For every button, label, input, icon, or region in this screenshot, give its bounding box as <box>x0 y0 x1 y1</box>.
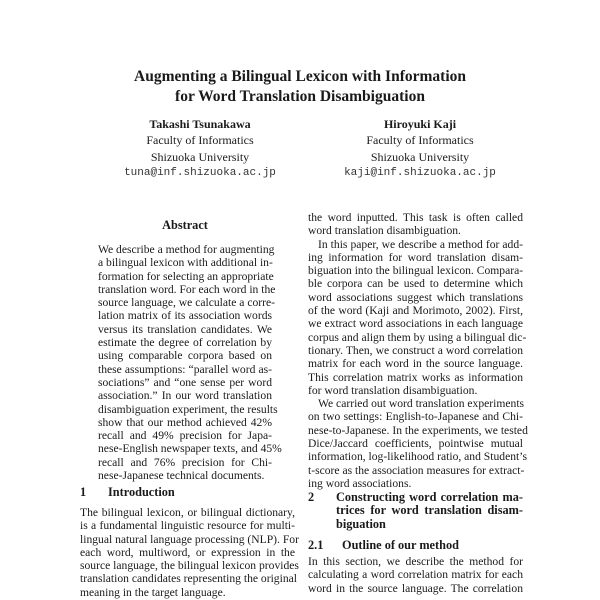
text-line: ing information for word translation disam- <box>308 250 523 264</box>
author-block <box>90 116 310 181</box>
paper-title <box>0 67 600 107</box>
paragraph <box>308 397 528 490</box>
text-line: the word inputted. This task is often called <box>308 211 523 224</box>
section-title: Introduction <box>108 485 175 499</box>
subsection-heading-2-1 <box>308 539 459 552</box>
text-line: In this paper, we describe a method for add- <box>318 237 523 251</box>
author-email[interactable]: tuna@inf.shizuoka.ac.jp <box>124 166 276 179</box>
text-line: recall and 49% precision for Japa- <box>98 429 272 443</box>
author-university: Shizuoka University <box>370 149 470 164</box>
text-line: nese-Japanese technical documents. <box>98 469 265 483</box>
section-title-line: trices for word translation disam- <box>336 503 523 518</box>
text-line: using comparable corpora based on <box>98 349 272 363</box>
text-line: ing word associations. <box>308 476 412 490</box>
text-line: recall and 76% precision for Chi- <box>98 455 272 469</box>
text-line: lation matrix of its association words <box>98 309 272 323</box>
text-line: nese-English newspaper texts, and 45% <box>98 442 282 456</box>
text-line: show that our method achieved 42% <box>98 415 272 429</box>
text-line: tionary. Then, we construct a word correlation <box>308 343 523 357</box>
text-line: lingual natural language processing (NLP). For <box>80 532 299 546</box>
text-line: disambiguation experiment, the results <box>98 402 278 416</box>
text-line: Dice/Jaccard coefficients, pointwise mutual <box>308 437 523 451</box>
text-line: translation candidates representing the original <box>80 572 297 586</box>
author-affiliation: Faculty of Informatics <box>146 133 254 148</box>
text-line: This correlation matrix works as information <box>308 370 523 384</box>
text-line: sociations” and “one sense per word <box>98 375 272 389</box>
text-line: word in the source language. The correlation <box>308 581 523 595</box>
text-line: ble corpora can be used to determine which <box>308 277 523 291</box>
section-number: 2 <box>308 490 315 504</box>
text-line: word associations suggest which translations <box>308 290 523 304</box>
text-line: information, log-likelihood ratio, and Student’s <box>308 450 527 464</box>
text-line: each word, multiword, or expression in the <box>80 545 295 559</box>
text-line: on two settings: English-to-Japanese and Chi- <box>308 410 523 424</box>
author-block <box>310 116 530 181</box>
text-line: versus its translation candidates. We <box>98 322 272 336</box>
introduction-body <box>80 506 299 599</box>
section-heading-introduction <box>80 486 175 499</box>
text-line: source language, the bilingual lexicon provides <box>80 559 299 573</box>
text-line: corpus and align them by using a bilingual dic- <box>308 330 527 344</box>
text-line: matrix for each word in the source language. <box>308 357 523 371</box>
text-line: We describe a method for augmenting <box>98 243 275 256</box>
abstract-heading: Abstract <box>162 218 208 232</box>
author-university: Shizuoka University <box>150 149 250 164</box>
section-number: 2.1 <box>308 538 324 552</box>
text-line: formation for selecting an appropriate <box>98 269 274 283</box>
author-affiliation: Faculty of Informatics <box>366 133 474 148</box>
title-line: Augmenting a Bilingual Lexicon with Information <box>134 68 466 85</box>
author-name: Takashi Tsunakawa <box>149 117 251 131</box>
text-line: We carried out word translation experiments <box>318 397 525 411</box>
text-line: word translation disambiguation. <box>308 224 461 238</box>
author-email[interactable]: kaji@inf.shizuoka.ac.jp <box>344 166 496 179</box>
text-line: source language, we calculate a corre- <box>98 296 276 310</box>
text-line: translation word. For each word in the <box>98 282 276 296</box>
text-line: we extract word associations in each language <box>308 317 523 331</box>
text-line: association.” In our word translation <box>98 389 272 403</box>
text-line: is a fundamental linguistic resource for multi- <box>80 519 295 533</box>
section-number: 1 <box>80 485 87 499</box>
paragraph <box>308 211 523 238</box>
section-title-line: Constructing word correlation ma- <box>336 490 523 504</box>
paragraph <box>308 237 527 398</box>
text-line: biguation into the bilingual lexicon. Compara- <box>308 264 524 278</box>
text-line: t-score as the association measures for extract- <box>308 463 525 477</box>
section-title: Outline of our method <box>342 538 459 552</box>
right-column-body <box>308 211 528 490</box>
text-line: of the word (Kaji and Morimoto, 2002). First, <box>308 304 523 318</box>
text-line: The bilingual lexicon, or bilingual dictionary, <box>80 506 295 519</box>
section-2-1-body <box>308 555 523 595</box>
text-line: meaning in the target language. <box>80 585 226 599</box>
section-title-line: biguation <box>336 516 386 531</box>
abstract-body <box>98 243 282 483</box>
text-line: for word translation disambiguation. <box>308 383 478 397</box>
text-line: a bilingual lexicon with additional in- <box>98 256 273 270</box>
text-line: these assumptions: “parallel word as- <box>98 362 272 376</box>
section-heading-2 <box>308 491 523 531</box>
author-name: Hiroyuki Kaji <box>383 117 457 131</box>
title-line: for Word Translation Disambiguation <box>175 88 425 105</box>
text-line: estimate the degree of correlation by <box>98 336 272 350</box>
text-line: calculating a word correlation matrix for each <box>308 568 523 582</box>
text-line: nese-to-Japanese. In the experiments, we tested <box>308 423 528 437</box>
text-line: In this section, we describe the method for <box>308 555 523 568</box>
